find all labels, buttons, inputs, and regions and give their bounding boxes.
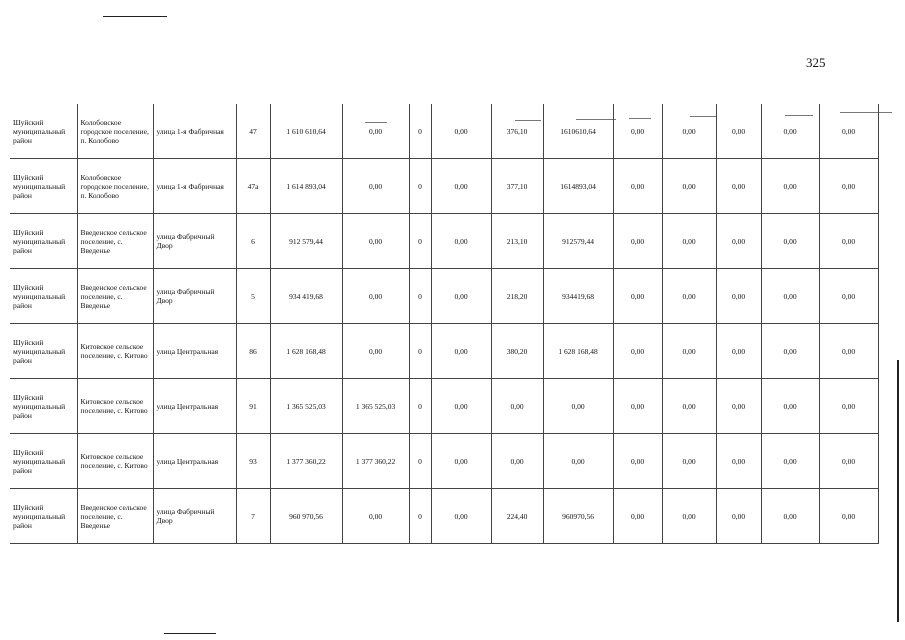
amount-cell: 0,00 (431, 324, 491, 379)
table-row (10, 159, 878, 214)
amount-cell: 0,00 (342, 489, 409, 544)
amount-cell: 0,00 (342, 214, 409, 269)
street-cell: улица Фабричный Двор (153, 489, 236, 544)
amount-cell: 1 377 360,22 (342, 434, 409, 489)
house-number-cell: 7 (236, 489, 270, 544)
amount-cell: 0,00 (431, 269, 491, 324)
amount-cell: 0,00 (716, 434, 761, 489)
amount-cell: 0,00 (613, 489, 662, 544)
area-cell: 0,00 (491, 434, 543, 489)
settlement-cell: Колобовское городское поселение, п. Колобово (77, 104, 153, 159)
amount-cell: 0,00 (342, 324, 409, 379)
street-cell: улица Центральная (153, 434, 236, 489)
amount-cell: 912579,44 (543, 214, 613, 269)
amount-cell: 1614893,04 (543, 159, 613, 214)
amount-cell: 0,00 (662, 159, 716, 214)
amount-cell: 0,00 (662, 324, 716, 379)
street-cell: улица 1-я Фабричная (153, 159, 236, 214)
amount-cell: 0,00 (819, 214, 878, 269)
area-cell: 224,40 (491, 489, 543, 544)
amount-cell: 0,00 (761, 324, 819, 379)
amount-cell: 0,00 (431, 489, 491, 544)
amount-cell: 0,00 (613, 104, 662, 159)
table-row (10, 269, 878, 324)
count-cell: 0 (409, 489, 431, 544)
page-number: 325 (806, 55, 826, 70)
amount-cell: 0,00 (761, 379, 819, 434)
amount-cell: 0,00 (716, 214, 761, 269)
amount-cell: 0,00 (819, 159, 878, 214)
amount-cell: 0,00 (716, 104, 761, 159)
settlement-cell: Введенское сельское поселение, с. Введенье (77, 269, 153, 324)
amount-cell: 1 365 525,03 (342, 379, 409, 434)
amount-cell: 0,00 (716, 269, 761, 324)
table-row (10, 214, 878, 269)
amount-cell: 934419,68 (543, 269, 613, 324)
count-cell: 0 (409, 104, 431, 159)
amount-cell: 0,00 (431, 434, 491, 489)
amount-cell: 0,00 (662, 104, 716, 159)
table-row (10, 489, 878, 544)
amount-cell: 0,00 (761, 104, 819, 159)
amount-cell: 1 365 525,03 (270, 379, 342, 434)
count-cell: 0 (409, 324, 431, 379)
amount-cell: 0,00 (662, 214, 716, 269)
area-cell: 218,20 (491, 269, 543, 324)
amount-cell: 0,00 (662, 269, 716, 324)
amount-cell: 1 610 610,64 (270, 104, 342, 159)
count-cell: 0 (409, 214, 431, 269)
amount-cell: 0,00 (819, 324, 878, 379)
settlement-cell: Введенское сельское поселение, с. Введенье (77, 489, 153, 544)
settlement-cell: Колобовское городское поселение, п. Колобово (77, 159, 153, 214)
amount-cell: 0,00 (342, 104, 409, 159)
amount-cell: 0,00 (761, 489, 819, 544)
street-cell: улица Фабричный Двор (153, 214, 236, 269)
district-cell: Шуйский муниципальный район (10, 324, 77, 379)
amount-cell: 934 419,68 (270, 269, 342, 324)
area-cell: 380,20 (491, 324, 543, 379)
table-row (10, 379, 878, 434)
table-row (10, 434, 878, 489)
house-number-cell: 47а (236, 159, 270, 214)
count-cell: 0 (409, 379, 431, 434)
settlement-cell: Китовское сельское поселение, с. Китово (77, 379, 153, 434)
amount-cell: 0,00 (342, 269, 409, 324)
settlement-cell: Китовское сельское поселение, с. Китово (77, 434, 153, 489)
amount-cell: 0,00 (613, 434, 662, 489)
housing-registry-table (10, 104, 879, 544)
amount-cell: 0,00 (431, 104, 491, 159)
table-row (10, 104, 878, 159)
street-cell: улица 1-я Фабричная (153, 104, 236, 159)
amount-cell: 0,00 (761, 434, 819, 489)
amount-cell: 0,00 (613, 269, 662, 324)
area-cell: 376,10 (491, 104, 543, 159)
amount-cell: 0,00 (716, 159, 761, 214)
amount-cell: 1610610,64 (543, 104, 613, 159)
area-cell: 213,10 (491, 214, 543, 269)
amount-cell: 0,00 (761, 159, 819, 214)
street-cell: улица Центральная (153, 379, 236, 434)
district-cell: Шуйский муниципальный район (10, 269, 77, 324)
amount-cell: 0,00 (819, 104, 878, 159)
scan-artifact-bottom (164, 633, 216, 634)
amount-cell: 1 377 360,22 (270, 434, 342, 489)
area-cell: 0,00 (491, 379, 543, 434)
district-cell: Шуйский муниципальный район (10, 434, 77, 489)
count-cell: 0 (409, 434, 431, 489)
house-number-cell: 47 (236, 104, 270, 159)
amount-cell: 0,00 (613, 214, 662, 269)
amount-cell: 0,00 (716, 379, 761, 434)
amount-cell: 0,00 (613, 324, 662, 379)
street-cell: улица Центральная (153, 324, 236, 379)
amount-cell: 0,00 (662, 489, 716, 544)
table-row (10, 324, 878, 379)
district-cell: Шуйский муниципальный район (10, 379, 77, 434)
amount-cell: 0,00 (716, 489, 761, 544)
amount-cell: 960 970,56 (270, 489, 342, 544)
amount-cell: 0,00 (819, 379, 878, 434)
amount-cell: 1 628 168,48 (270, 324, 342, 379)
district-cell: Шуйский муниципальный район (10, 104, 77, 159)
area-cell: 377,10 (491, 159, 543, 214)
house-number-cell: 91 (236, 379, 270, 434)
settlement-cell: Китовское сельское поселение, с. Китово (77, 324, 153, 379)
amount-cell: 0,00 (431, 214, 491, 269)
house-number-cell: 6 (236, 214, 270, 269)
amount-cell: 912 579,44 (270, 214, 342, 269)
amount-cell: 0,00 (431, 159, 491, 214)
settlement-cell: Введенское сельское поселение, с. Введенье (77, 214, 153, 269)
amount-cell: 0,00 (613, 159, 662, 214)
amount-cell: 0,00 (613, 379, 662, 434)
scan-artifact-top (103, 16, 167, 17)
amount-cell: 0,00 (819, 489, 878, 544)
district-cell: Шуйский муниципальный район (10, 159, 77, 214)
amount-cell: 1 614 893,04 (270, 159, 342, 214)
scan-artifact-right-edge (897, 360, 899, 622)
amount-cell: 0,00 (761, 269, 819, 324)
amount-cell: 1 628 168,48 (543, 324, 613, 379)
amount-cell: 0,00 (662, 379, 716, 434)
amount-cell: 0,00 (761, 214, 819, 269)
amount-cell: 0,00 (543, 434, 613, 489)
district-cell: Шуйский муниципальный район (10, 489, 77, 544)
amount-cell: 0,00 (342, 159, 409, 214)
amount-cell: 0,00 (431, 379, 491, 434)
count-cell: 0 (409, 159, 431, 214)
house-number-cell: 93 (236, 434, 270, 489)
street-cell: улица Фабричный Двор (153, 269, 236, 324)
amount-cell: 0,00 (543, 379, 613, 434)
house-number-cell: 5 (236, 269, 270, 324)
amount-cell: 0,00 (819, 269, 878, 324)
count-cell: 0 (409, 269, 431, 324)
amount-cell: 0,00 (716, 324, 761, 379)
amount-cell: 0,00 (662, 434, 716, 489)
amount-cell: 0,00 (819, 434, 878, 489)
district-cell: Шуйский муниципальный район (10, 214, 77, 269)
amount-cell: 960970,56 (543, 489, 613, 544)
house-number-cell: 86 (236, 324, 270, 379)
